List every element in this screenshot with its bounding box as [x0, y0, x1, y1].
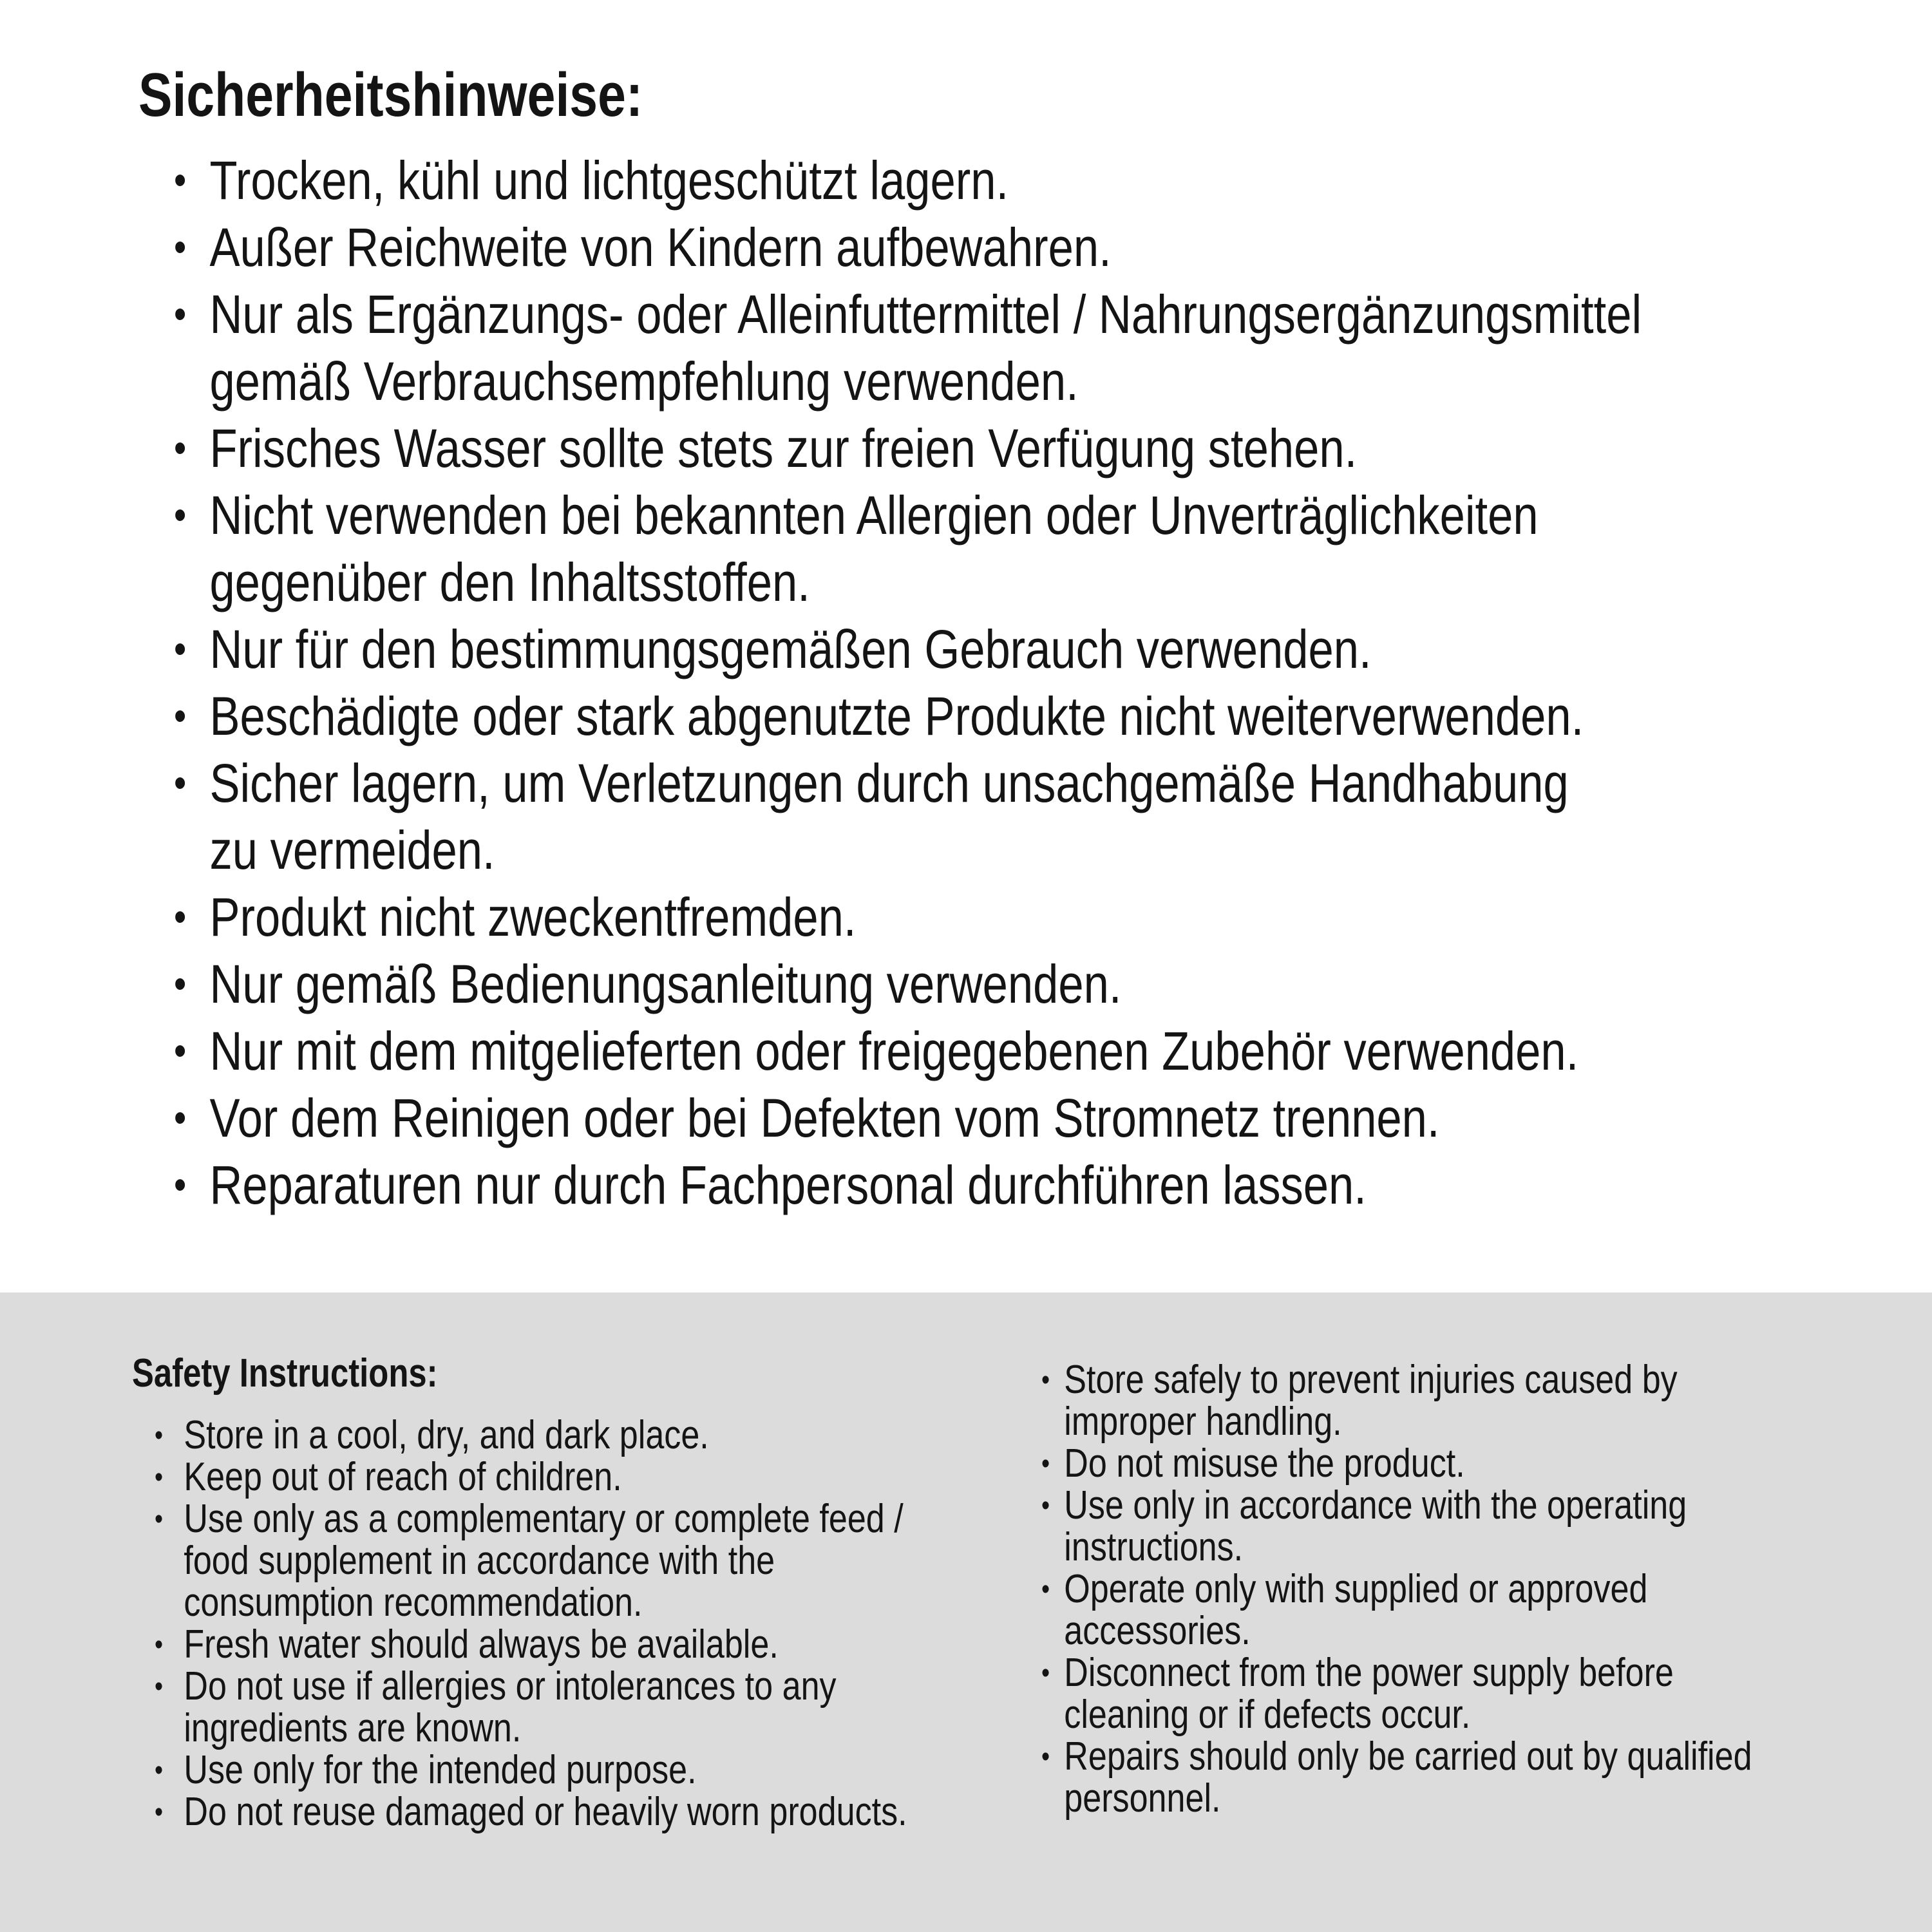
item-line: Reparaturen nur durch Fachpersonal durchführen lassen. [209, 1155, 1367, 1215]
item-line: Trocken, kühl und lichtgeschützt lagern. [209, 150, 1009, 211]
german-safety-list [174, 147, 1642, 1218]
item-line: Fresh water should always be available. [184, 1622, 779, 1667]
item-line: Nicht verwenden bei bekannten Allergien oder Unverträglichkeiten [209, 485, 1539, 545]
list-item [1041, 1359, 1752, 1443]
item-line: Store safely to prevent injuries caused by [1064, 1358, 1678, 1402]
list-item [174, 214, 1642, 281]
item-line: improper handling. [1064, 1399, 1342, 1444]
item-line: Nur für den bestimmungsgemäßen Gebrauch verwenden. [209, 619, 1372, 679]
item-line: personnel. [1064, 1776, 1221, 1821]
list-item [174, 951, 1642, 1018]
item-line: cleaning or if defects occur. [1064, 1692, 1471, 1737]
item-line: Use only in accordance with the operating [1064, 1483, 1687, 1528]
list-item [174, 1018, 1642, 1084]
item-line: Disconnect from the power supply before [1064, 1651, 1674, 1695]
item-line: Außer Reichweite von Kindern aufbewahren. [209, 217, 1112, 278]
list-item [1041, 1652, 1752, 1736]
item-line: gegenüber den Inhaltsstoffen. [209, 552, 810, 612]
list-item [174, 616, 1642, 683]
item-line: Keep out of reach of children. [184, 1455, 622, 1499]
item-line: ingredients are known. [184, 1706, 522, 1750]
list-item [174, 482, 1642, 616]
item-line: food supplement in accordance with the [184, 1539, 775, 1583]
item-line: Operate only with supplied or approved [1064, 1567, 1648, 1611]
item-line: Vor dem Reinigen oder bei Defekten vom Stromnetz trennen. [209, 1088, 1440, 1148]
list-item [174, 147, 1642, 214]
list-item [1041, 1736, 1752, 1819]
item-line: Beschädigte oder stark abgenutzte Produkte nicht weiterverwenden. [209, 686, 1584, 746]
list-item [155, 1791, 907, 1833]
german-heading: Sicherheitshinweise: [138, 61, 643, 129]
list-item [155, 1456, 907, 1498]
item-line: instructions. [1064, 1525, 1244, 1569]
item-line: Nur gemäß Bedienungsanleitung verwenden. [209, 954, 1122, 1014]
item-line: zu vermeiden. [209, 820, 495, 880]
english-heading: Safety Instructions: [132, 1351, 438, 1396]
item-line: gemäß Verbrauchsempfehlung verwenden. [209, 351, 1079, 412]
item-line: Nur mit dem mitgelieferten oder freigegebenen Zubehör verwenden. [209, 1021, 1579, 1081]
item-line: Repairs should only be carried out by qualified [1064, 1734, 1752, 1779]
item-line: Use only as a complementary or complete feed / [184, 1497, 904, 1541]
list-item [155, 1665, 907, 1749]
list-item [174, 1151, 1642, 1218]
item-line: Use only for the intended purpose. [184, 1748, 697, 1792]
list-item [155, 1749, 907, 1791]
list-item [155, 1414, 907, 1456]
item-line: Do not use if allergies or intolerances to any [184, 1664, 837, 1709]
list-item [1041, 1484, 1752, 1568]
item-line: consumption recommendation. [184, 1580, 643, 1625]
item-line: accessories. [1064, 1609, 1251, 1653]
list-item [1041, 1568, 1752, 1652]
list-item [155, 1624, 907, 1665]
list-item [1041, 1443, 1752, 1484]
item-line: Do not reuse damaged or heavily worn products. [184, 1790, 907, 1834]
item-line: Store in a cool, dry, and dark place. [184, 1413, 709, 1457]
item-line: Do not misuse the product. [1064, 1441, 1465, 1486]
list-item [174, 884, 1642, 951]
english-safety-list-right [1041, 1359, 1752, 1819]
item-line: Frisches Wasser sollte stets zur freien Verfügung stehen. [209, 418, 1358, 478]
list-item [174, 1084, 1642, 1151]
item-line: Produkt nicht zweckentfremden. [209, 887, 857, 947]
item-line: Nur als Ergänzungs- oder Alleinfuttermittel / Nahrungsergänzungsmittel [209, 284, 1642, 345]
list-item [174, 281, 1642, 415]
list-item [155, 1498, 907, 1624]
list-item [174, 750, 1642, 884]
list-item [174, 415, 1642, 482]
english-safety-list-left [155, 1414, 907, 1833]
item-line: Sicher lagern, um Verletzungen durch unsachgemäße Handhabung [209, 753, 1569, 813]
list-item [174, 683, 1642, 750]
